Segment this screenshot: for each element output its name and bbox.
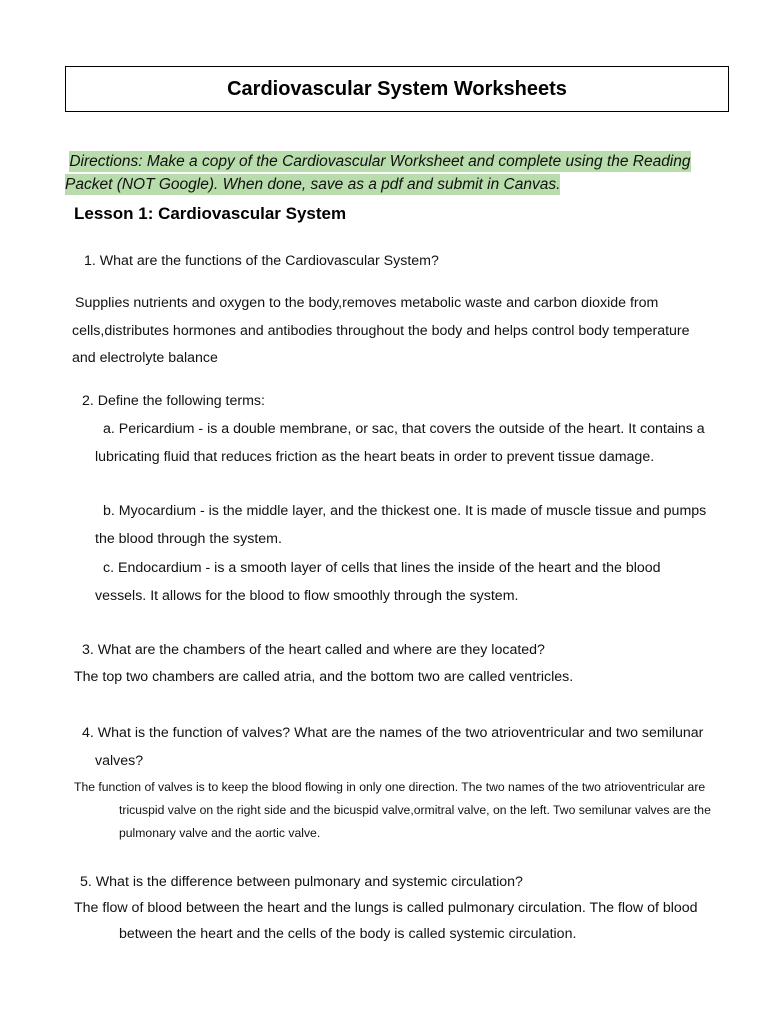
- directions-paragraph: [65, 150, 733, 196]
- question-3: 3. What are the chambers of the heart called and where are they located?: [82, 642, 545, 658]
- definition-endocardium: c. Endocardium - is a smooth layer of cells that lines the inside of the heart and the blood vessels. It allows for the blood to flow smoothly through the system.: [95, 560, 661, 604]
- answer-1: Supplies nutrients and oxygen to the body,removes metabolic waste and carbon dioxide from cells,distributes hormones and antibodies throughout the body and helps control body temperature and electrolyte balance: [72, 295, 690, 366]
- lesson-heading: Lesson 1: Cardiovascular System: [74, 204, 347, 223]
- question-2: 2. Define the following terms:: [82, 393, 265, 409]
- answer-5: The flow of blood between the heart and the lungs is called pulmonary circulation. The flow of blood between the heart and the cells of the body is called systemic circulation.: [74, 900, 698, 942]
- definition-pericardium: a. Pericardium - is a double membrane, or sac, that covers the outside of the heart. It contains a lubricating fluid that reduces friction as the heart beats in order to prevent tissue damage.: [95, 421, 705, 465]
- question-1: 1. What are the functions of the Cardiovascular System?: [84, 253, 439, 269]
- answer-3: The top two chambers are called atria, and the bottom two are called ventricles.: [74, 669, 574, 685]
- title-box: [65, 66, 729, 112]
- question-4: 4. What is the function of valves? What are the names of the two atrioventricular and two semilunar valves?: [82, 725, 704, 769]
- directions-text: Directions: Make a copy of the Cardiovascular Worksheet and complete using the Reading Packet (NOT Google). When done, save as a pdf and submit in Canvas.: [65, 152, 691, 193]
- page-title: Cardiovascular System Worksheets: [227, 77, 567, 100]
- question-5: 5. What is the difference between pulmonary and systemic circulation?: [80, 874, 523, 890]
- answer-4: The function of valves is to keep the blood flowing in only one direction. The two names of the two atrioventricular are tricuspid valve on the right side and the bicuspid valve,ormitral valve, on the left. Two semilunar valves are the pulmonary valve and the aortic valve.: [74, 780, 711, 840]
- definition-myocardium: b. Myocardium - is the middle layer, and the thickest one. It is made of muscle tissue and pumps the blood through the system.: [95, 503, 707, 547]
